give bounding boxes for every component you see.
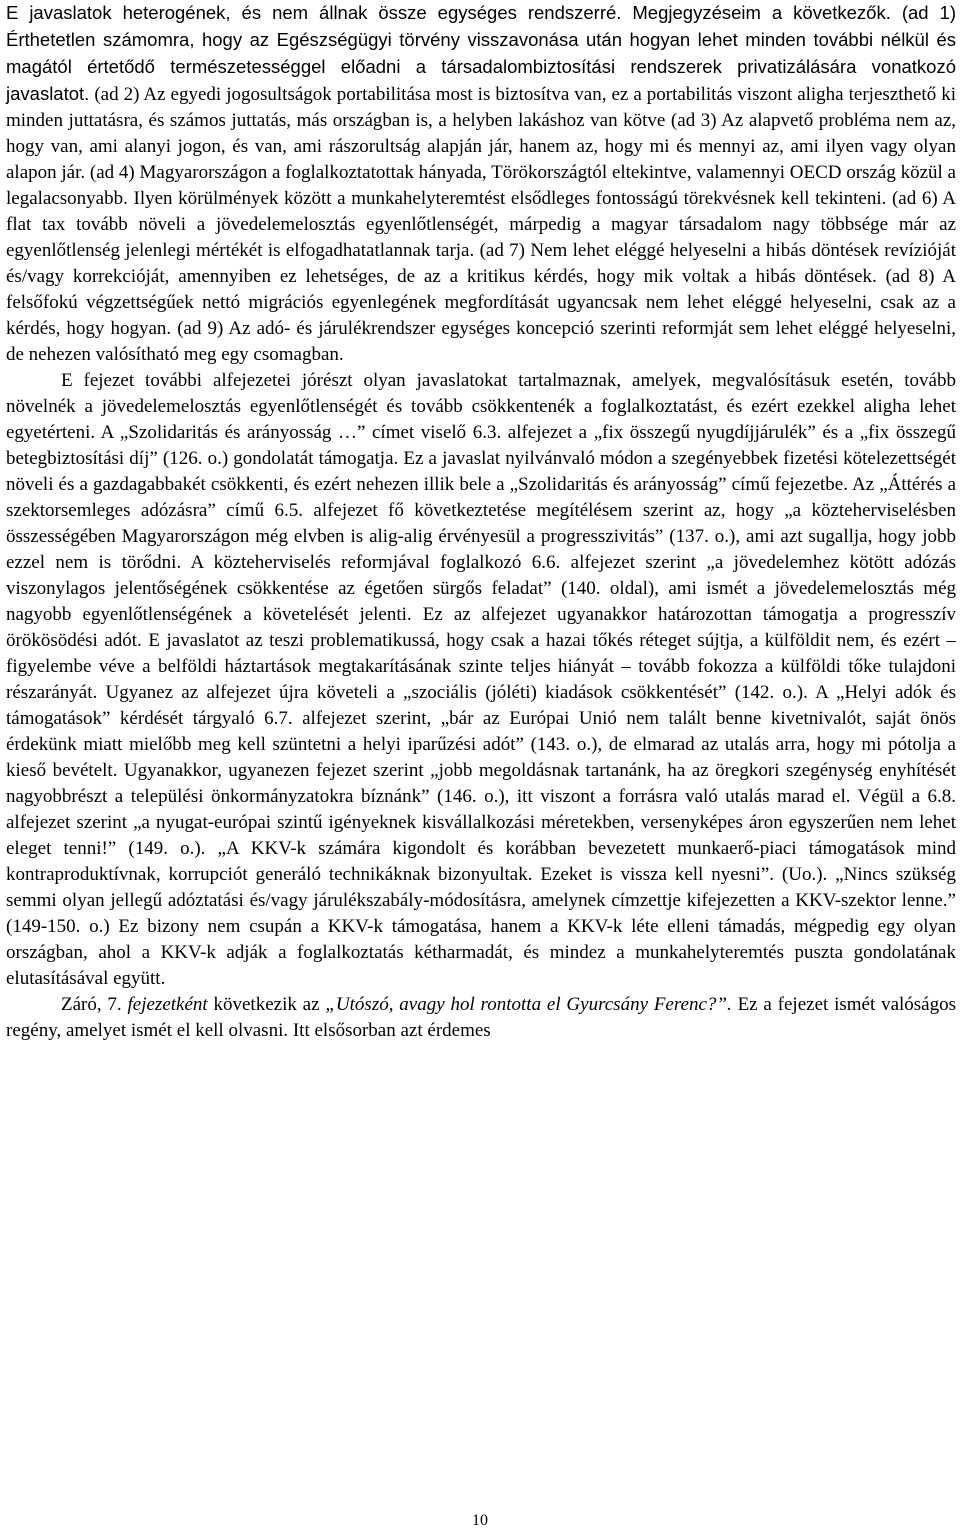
paragraph-3-middle: következik az [207, 994, 326, 1015]
paragraph-1-serif-text: (ad 2) Az egyedi jogosultságok portabilitása most is biztosítva van, ez a portabilitás viszont aligha terjeszthető ki minden juttatásra, és számos juttatás, más országban is, a helyben lakáshoz van kötve (ad 3) Az alapvető probléma nem az, hogy van, ami alanyi jogon, és van, ami rászorultság alapján jár, hanem az, hogy mi és mennyi az, ami ilyen vagy olyan alapon jár. (ad 4) Magyarországon a foglalkoztatottak hányada, Törökországtól eltekintve, valamennyi OECD ország közül a legalacsonyabb. Ilyen körülmények között a munkahelyteremtést elsődleges fontosságú törekvésnek kell tekinteni. (ad 6) A flat tax tovább növeli a jövedelemelosztás egyenlőtlenségét, márpedig a magyar társadalom nagy többsége már az egyenlőtlenség jelenlegi mértékét is elfogadhatatlannak tarja. (ad 7) Nem lehet eléggé helyeselni a hibás döntések revízióját és/vagy korrekcióját, amennyiben ez lehetséges, de az a kritikus kérdés, hogy mik voltak a hibás döntések. (ad 8) A felsőfokú végzettségűek nettó migrációs egyenlegének megfordítását ugyancsak nem lehet eléggé helyeselni, csak az a kérdés, hogy hogyan. (ad 9) Az adó- és járulékrendszer egységes koncepció szerinti reformját sem lehet eléggé helyeselni, de nehezen valósítható meg egy csomagban. [6, 84, 956, 365]
paragraph-2: E fejezet további alfejezetei jórészt olyan javaslatokat tartalmaznak, amelyek, megvalósításuk esetén, tovább növelnék a jövedelemelosztás egyenlőtlenségét és tovább csökkentenék a foglalkoztatást, és ezért ezekkel aligha lehet egyetérteni. A „Szolidaritás és arányosság …” címet viselő 6.3. alfejezet a „fix összegű nyugdíjjárulék” és a „fix összegű betegbiztosítási díj” (126. o.) gondolatát támogatja. Ez a javaslat nyilvánvaló módon a szegényebbek fizetési kötelezettségét növeli és a gazdagabbakét csökkenti, és ezért nehezen illik bele a „Szolidaritás és arányosság” című fejezetbe. Az „Áttérés a szektorsemleges adózásra” című 6.5. alfejezet fő következtetése megítélésem szerint az, hogy „a közteherviselésben összességében Magyarországon még elvben is alig-alig érvényesül a progresszivitás” (137. o.), ami azt sugallja, hogy jobb ezzel nem is törődni. A közteherviselés reformjával foglalkozó 6.6. alfejezet szerint „a jövedelemhez kötött adózás viszonylagos jelentőségének csökkentése az égetően sürgős feladat” (140. oldal), ami ismét a jövedelemelosztás még nagyobb egyenlőtlenségének a követelését jelenti. Ez az alfejezet ugyanakkor határozottan támogatja a progresszív örökösödési adót. E javaslatot az teszi problematikussá, hogy csak a hazai tőkés réteget sújtja, a külföldit nem, és ezért – figyelembe véve a belföldi háztartások megtakarításának szinte teljes hiányát – tovább fokozza a külföldi tőke tulajdoni részarányát. Ugyanez az alfejezet újra követeli a „szociális (jóléti) kiadások csökkentését” (142. o.). A „Helyi adók és támogatások” kérdését tárgyaló 6.7. alfejezet szerint, „bár az Európai Unió nem talált benne kivetnivalót, saját önös érdekünk miatt mielőbb meg kell szüntetni a helyi iparűzési adót” (143. o.), de elmarad az utalás arra, hogy mi pótolja a kieső bevételt. Ugyanakkor, ugyanezen fejezet szerint „jobb megoldásnak tartanánk, ha az öregkori szegénység enyhítését nagyobbrészt a települési önkormányzatokra bíznánk” (146. o.), itt viszont a forrásra való utalás marad el. Végül a 6.8. alfejezet szerint „a nyugat-európai szintű igényeknek kisvállalkozási méretekben, versenyképes áron egyszerűen nem lehet eleget tenni!” (149. o.). „A KKV-k számára kigondolt és korábban bevezetett munkaerő-piaci támogatások mind kontraproduktívnak, korrupciót generáló technikáknak bizonyultak. Ezeket is vissza kell nyesni”. (Uo.). „Nincs szükség semmi olyan jellegű adóztatási és/vagy járulékszabály-módosításra, amelynek címzettje kifejezetten a KKV-szektor lenne.” (149-150. o.) Ez bizony nem csupán a KKV-k támogatása, hanem a KKV-k léte elleni támadás, mégpedig egy olyan országban, ahol a KKV-k adják a foglalkoztatás kétharmadát, és mindez a munkahelyteremtés puszta gondolatának elutasításával együtt. [6, 370, 956, 989]
paragraph-3-italic-chapter: fejezetként [127, 994, 208, 1015]
paragraph-1 [6, 0, 956, 368]
paragraph-3-italic-title: „Utószó, avagy hol rontotta el Gyurcsány Ferenc?”. [325, 994, 732, 1015]
paragraph-1-sans-text: E javaslatok heterogének, és nem állnak össze egységes rendszerré. Megjegyzéseim a következők. (ad 1) Érthetetlen számomra, hogy az Egészségügyi törvény visszavonása után hogyan lehet minden további nélkül és magától értetődő természetességgel előadni a társadalombiztosítási rendszerek privatizálására vonatkozó javaslatot. [6, 2, 956, 104]
paragraph-3 [6, 992, 956, 1044]
page-number: 10 [472, 1512, 488, 1529]
paragraph-3-lead: Záró, 7. [61, 994, 128, 1015]
paragraph-3-rest: Ez a fejezet ismét valóságos regény, amelyet ismét el kell olvasni. Itt elsősorban azt érdemes [6, 994, 956, 1041]
document-page [6, 0, 956, 1044]
